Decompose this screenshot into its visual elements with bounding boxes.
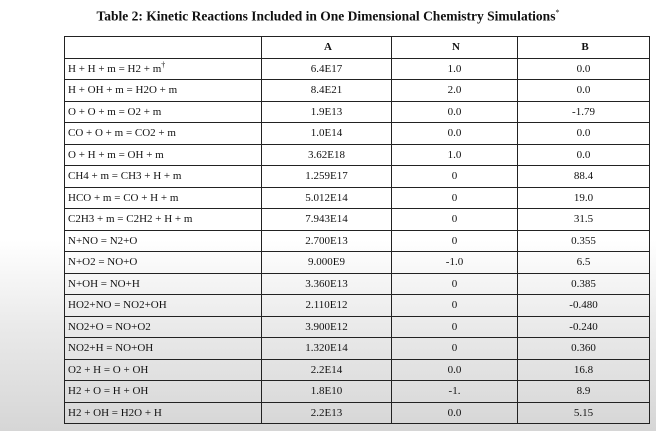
cell-text: 16.8: [573, 363, 594, 376]
n-cell: [392, 359, 518, 381]
b-cell: [518, 381, 650, 403]
cell-text: O + O + m = O2 + m: [68, 105, 162, 118]
cell-text: N+OH = NO+H: [68, 277, 140, 290]
cell-text: 3.62E18: [308, 148, 345, 161]
a-cell: [262, 295, 392, 317]
cell-text: 1.9E13: [310, 105, 343, 118]
table-row: [65, 187, 650, 209]
a-cell: [262, 252, 392, 274]
header-b: B: [518, 37, 650, 59]
cell-text: 88.4: [573, 170, 594, 183]
reaction-cell: [65, 338, 262, 360]
n-cell: [392, 166, 518, 188]
title-footnote-mark: *: [555, 8, 560, 17]
b-cell: [518, 316, 650, 338]
reaction-cell: [65, 80, 262, 102]
cell-text: 0: [451, 299, 458, 312]
cell-text: O + H + m = OH + m: [68, 148, 164, 161]
n-cell: [392, 101, 518, 123]
b-cell: [518, 144, 650, 166]
n-cell: [392, 80, 518, 102]
cell-text: HO2+NO = NO2+OH: [68, 299, 167, 312]
cell-text: 7.943E14: [305, 213, 348, 226]
cell-text: 2.700E13: [305, 234, 348, 247]
header-reaction: [65, 37, 262, 59]
table-row: [65, 144, 650, 166]
cell-text: 0.360: [571, 342, 596, 355]
b-cell: [518, 187, 650, 209]
a-cell: [262, 273, 392, 295]
cell-text: 0.355: [571, 234, 596, 247]
cell-text: 1.8E10: [310, 385, 343, 398]
n-cell: [392, 123, 518, 145]
n-cell: [392, 58, 518, 80]
reaction-cell: [65, 166, 262, 188]
a-cell: [262, 209, 392, 231]
kinetic-reactions-table: [64, 36, 650, 424]
table-title: [0, 8, 656, 25]
table-title-text: Table 2: Kinetic Reactions Included in One Dimensional Chemistry Simulations: [96, 8, 556, 24]
cell-text: 0: [451, 342, 458, 355]
b-cell: [518, 359, 650, 381]
cell-text: 0.0: [576, 127, 591, 140]
cell-text: 1.259E17: [305, 170, 348, 183]
cell-text: 8.9: [576, 385, 591, 398]
table-row: [65, 166, 650, 188]
a-cell: [262, 230, 392, 252]
cell-text: H2 + O = H + OH: [68, 385, 149, 398]
a-cell: [262, 359, 392, 381]
reaction-cell: [65, 187, 262, 209]
n-cell: [392, 402, 518, 424]
cell-text: C2H3 + m = C2H2 + H + m: [68, 213, 193, 226]
a-cell: [262, 101, 392, 123]
cell-text: NO2+O = NO+O2: [68, 320, 151, 333]
cell-text: 3.900E12: [305, 320, 348, 333]
a-cell: [262, 144, 392, 166]
cell-text: -1.: [448, 385, 461, 398]
b-cell: [518, 252, 650, 274]
cell-text: 0.385: [571, 277, 596, 290]
cell-text: 5.012E14: [305, 191, 348, 204]
reaction-cell: [65, 252, 262, 274]
b-cell: [518, 295, 650, 317]
table-row: [65, 252, 650, 274]
cell-text: 3.360E13: [305, 277, 348, 290]
cell-text: -1.79: [572, 105, 595, 118]
table-row: [65, 273, 650, 295]
reaction-cell: [65, 144, 262, 166]
cell-text: 31.5: [573, 213, 594, 226]
a-cell: [262, 80, 392, 102]
cell-text: 0.0: [576, 84, 591, 97]
n-cell: [392, 381, 518, 403]
cell-text: 8.4E21: [310, 84, 343, 97]
b-cell: [518, 273, 650, 295]
table-row: [65, 295, 650, 317]
cell-text: 0.0: [447, 127, 462, 140]
n-cell: [392, 295, 518, 317]
b-cell: [518, 230, 650, 252]
cell-text: 0: [451, 234, 458, 247]
table-row: [65, 381, 650, 403]
reaction-cell: [65, 295, 262, 317]
reaction-cell: [65, 316, 262, 338]
a-cell: [262, 381, 392, 403]
table-row: [65, 58, 650, 80]
a-cell: [262, 338, 392, 360]
cell-text: 0: [451, 277, 458, 290]
table-header-row: [65, 37, 650, 59]
cell-text: O2 + H = O + OH: [68, 363, 149, 376]
n-cell: [392, 187, 518, 209]
cell-text: 1.0: [447, 148, 462, 161]
cell-text: 6.5: [576, 256, 591, 269]
cell-text: 5.15: [573, 406, 594, 419]
b-cell: [518, 101, 650, 123]
b-cell: [518, 402, 650, 424]
cell-text: 0: [451, 191, 458, 204]
header-a: A: [262, 37, 392, 59]
table-row: [65, 230, 650, 252]
b-cell: [518, 166, 650, 188]
n-cell: [392, 209, 518, 231]
reaction-cell: [65, 402, 262, 424]
table-row: [65, 209, 650, 231]
cell-text: 0.0: [576, 62, 591, 75]
a-cell: [262, 166, 392, 188]
a-cell: [262, 402, 392, 424]
n-cell: [392, 338, 518, 360]
cell-text: 6.4E17: [310, 62, 343, 75]
cell-text: CH4 + m = CH3 + H + m: [68, 170, 182, 183]
n-cell: [392, 144, 518, 166]
n-cell: [392, 273, 518, 295]
cell-text: NO2+H = NO+OH: [68, 342, 154, 355]
cell-text: H + H + m = H2 + m: [68, 62, 162, 75]
reaction-cell: [65, 381, 262, 403]
reaction-cell: [65, 273, 262, 295]
row-footnote-mark: †: [161, 60, 166, 70]
cell-text: HCO + m = CO + H + m: [68, 191, 179, 204]
table-row: [65, 316, 650, 338]
b-cell: [518, 123, 650, 145]
cell-text: 0: [451, 320, 458, 333]
cell-text: 2.0: [447, 84, 462, 97]
table-row: [65, 338, 650, 360]
cell-text: -0.240: [569, 320, 598, 333]
cell-text: 0.0: [447, 363, 462, 376]
cell-text: 2.110E12: [305, 299, 348, 312]
table-row: [65, 123, 650, 145]
reaction-cell: [65, 359, 262, 381]
a-cell: [262, 316, 392, 338]
cell-text: 9.000E9: [308, 256, 345, 269]
b-cell: [518, 58, 650, 80]
reaction-cell: [65, 101, 262, 123]
cell-text: 0.0: [447, 406, 462, 419]
cell-text: 0.0: [576, 148, 591, 161]
reaction-cell: [65, 209, 262, 231]
a-cell: [262, 123, 392, 145]
b-cell: [518, 338, 650, 360]
cell-text: -0.480: [569, 299, 598, 312]
cell-text: 19.0: [573, 191, 594, 204]
cell-text: 2.2E14: [310, 363, 343, 376]
cell-text: N+O2 = NO+O: [68, 256, 138, 269]
n-cell: [392, 316, 518, 338]
cell-text: 0.0: [447, 105, 462, 118]
b-cell: [518, 209, 650, 231]
cell-text: 1.320E14: [305, 342, 348, 355]
table-body: [65, 58, 650, 424]
cell-text: -1.0: [445, 256, 464, 269]
cell-text: H2 + OH = H2O + H: [68, 406, 162, 419]
header-n: N: [392, 37, 518, 59]
n-cell: [392, 230, 518, 252]
cell-text: H + OH + m = H2O + m: [68, 84, 178, 97]
cell-text: 2.2E13: [310, 406, 343, 419]
table-row: [65, 80, 650, 102]
cell-text: 0: [451, 213, 458, 226]
cell-text: N+NO = N2+O: [68, 234, 138, 247]
a-cell: [262, 58, 392, 80]
cell-text: 1.0: [447, 62, 462, 75]
b-cell: [518, 80, 650, 102]
table-row: [65, 402, 650, 424]
n-cell: [392, 252, 518, 274]
cell-text: CO + O + m = CO2 + m: [68, 127, 176, 140]
cell-text: 1.0E14: [310, 127, 343, 140]
reaction-cell: [65, 58, 262, 80]
table-row: [65, 359, 650, 381]
reaction-cell: [65, 123, 262, 145]
reaction-cell: [65, 230, 262, 252]
a-cell: [262, 187, 392, 209]
table-row: [65, 101, 650, 123]
cell-text: 0: [451, 170, 458, 183]
